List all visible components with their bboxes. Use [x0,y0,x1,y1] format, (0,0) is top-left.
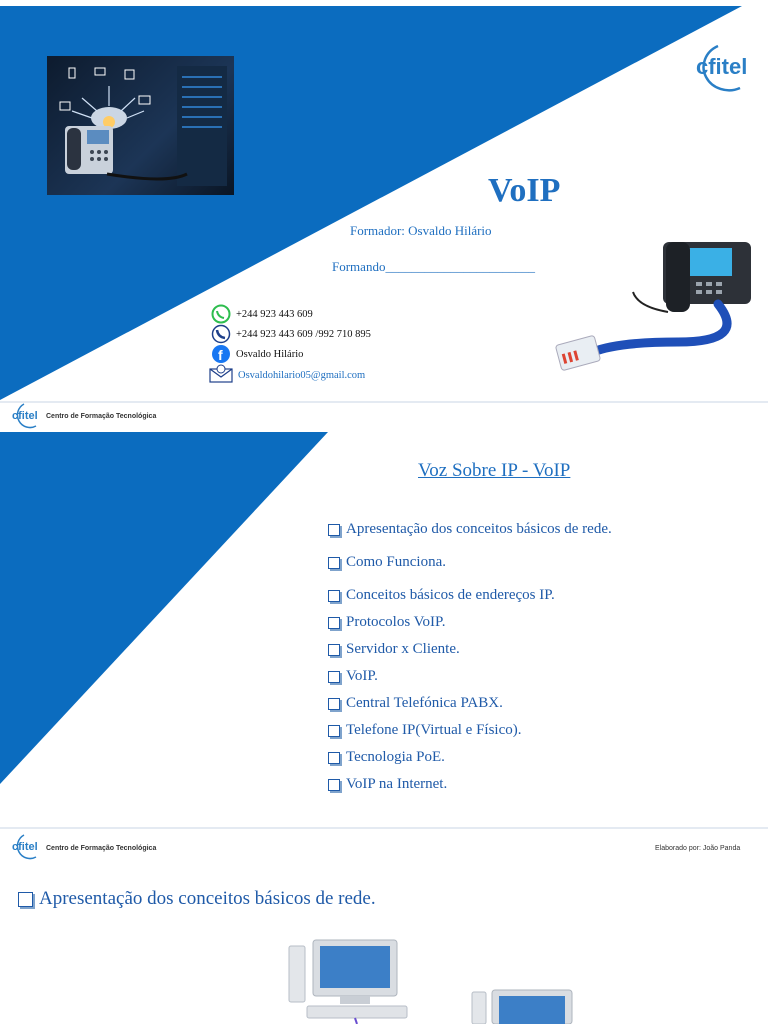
presentation-title: VoIP [488,172,561,209]
svg-text:f: f [218,347,223,363]
checkbox-bullet-icon [328,644,340,656]
checkbox-bullet-icon [328,779,340,791]
checkbox-bullet-icon [328,557,340,569]
instructor-label: Formador: Osvaldo Hilário [350,223,492,238]
svg-text:cfitel: cfitel [12,841,38,853]
ip-phone-cable-image [548,232,758,397]
checkbox-bullet-icon [328,725,340,737]
checkbox-bullet-icon [328,524,340,536]
agenda-title: Voz Sobre IP - VoIP [418,460,571,481]
agenda-item: Como Funciona. [328,549,612,576]
footer-logo [10,832,42,865]
agenda-item: Telefone IP(Virtual e Físico). [328,717,612,744]
cfitel-logo [690,40,760,97]
student-field-label: Formando_______________________ [332,259,535,274]
slide-network-concepts [0,826,768,1024]
section-title: Apresentação dos conceitos básicos de rede. [18,888,376,910]
agenda-item: Tecnologia PoE. [328,744,612,771]
facebook-name: Osvaldo Hilário [236,349,304,360]
phone-numbers: +244 923 443 609 /992 710 895 [236,329,371,340]
email-icon [208,364,234,389]
agenda-item: Servidor x Cliente. [328,636,612,663]
agenda-item: Apresentação dos conceitos básicos de rede. [328,516,612,543]
svg-text:cfitel: cfitel [696,54,748,79]
svg-text:cfitel: cfitel [12,410,38,422]
desktop-computer-image [285,938,415,1024]
agenda-item: VoIP. [328,663,612,690]
agenda-item: Protocolos VoIP. [328,609,612,636]
agenda-item: Central Telefónica PABX. [328,690,612,717]
footer-logo [10,401,42,432]
checkbox-bullet-icon [328,617,340,629]
author-credit: Elaborado por: João Panda [655,845,741,852]
agenda-item: Conceitos básicos de endereços IP. [328,582,612,609]
desktop-computer-image [468,988,578,1024]
footer-org-name: Centro de Formação Tecnológica [46,413,157,420]
whatsapp-number: +244 923 443 609 [236,309,313,320]
agenda-list [328,516,612,798]
checkbox-bullet-icon [328,698,340,710]
checkbox-bullet-icon [18,892,33,907]
email-address[interactable]: Osvaldohilario05@gmail.com [238,370,366,381]
cloud-phone-photo [47,56,234,195]
slide-title [0,0,768,432]
agenda-item: VoIP na Internet. [328,771,612,798]
checkbox-bullet-icon [328,671,340,683]
header-org-name: Centro de Formação Tecnológica [46,845,157,852]
slide-divider [0,826,768,830]
checkbox-bullet-icon [328,590,340,602]
checkbox-bullet-icon [328,752,340,764]
slide-agenda [0,432,768,826]
